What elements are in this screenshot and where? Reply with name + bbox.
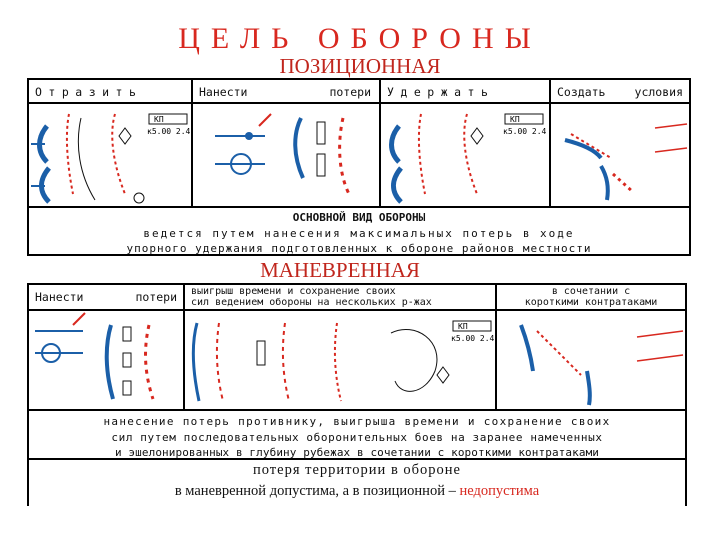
create-front-2 (601, 166, 608, 200)
maneuver-heading: МАНЕВРЕННАЯ (260, 258, 420, 282)
counter-arrow-2 (637, 355, 683, 361)
inflict-front (295, 118, 303, 178)
header-hold: Удержать (381, 80, 551, 104)
red-line-2 (112, 114, 125, 194)
m-red-strike (73, 313, 85, 325)
counter-arrow-1 (637, 331, 683, 337)
conclusion-line2 (29, 483, 685, 500)
diagram-create (551, 104, 689, 206)
maneuver-panel (27, 283, 687, 460)
create-svg (551, 104, 689, 206)
maneuver-diagram-inflict (29, 311, 185, 409)
m-unit-2 (123, 353, 131, 367)
maneuver-mid-svg (185, 311, 495, 409)
header-repel: Отразить (29, 80, 193, 104)
m-enemy-line (146, 325, 153, 399)
positional-main-title: ОСНОВНОЙ ВИД ОБОРОНЫ (292, 211, 426, 224)
hold-arc-2 (394, 168, 402, 202)
maneuver-header-mid-1: выигрыш времени и сохранение своих (191, 286, 396, 297)
positional-desc-line1: ведется путем нанесения максимальных потерь в ходе (143, 227, 575, 240)
positional-heading: ПОЗИЦИОННАЯ (279, 54, 441, 78)
maneuver-diagram-mid (185, 311, 497, 409)
hold-arc-1 (392, 126, 400, 162)
header-create (551, 80, 689, 104)
diagram-hold (381, 104, 551, 206)
maneuver-header-mid-2: сил ведением обороны на нескольких р-жах (191, 297, 432, 308)
conclusion-dash: – (448, 483, 456, 499)
maneuver-diagram-counter (497, 311, 685, 409)
header-conditions-label: условия (634, 85, 683, 99)
positional-diagram-row (29, 104, 689, 208)
hold-diamond (471, 128, 483, 144)
maneuver-desc-line1: нанесение потерь противнику, выигрыша времени и сохранение своих (103, 415, 611, 428)
diagram-repel (29, 104, 193, 206)
maneuver-header-mid (185, 285, 497, 309)
maneuver-losses-label: потери (135, 290, 177, 304)
unit-block-1 (317, 122, 325, 144)
hold-red-line-1 (419, 114, 425, 194)
maneuver-inflict-label: Нанести (35, 290, 84, 304)
conclusion-box (27, 460, 687, 506)
hold-svg (381, 104, 549, 206)
hold-kp-coords: к5.00 2.4 (503, 127, 547, 136)
header-inflict-label: Нанести (199, 85, 248, 99)
kp-coords: к5.00 2.4 (147, 127, 191, 136)
positional-header-row (29, 80, 689, 104)
enemy-line (340, 118, 349, 194)
hold-red-line-2 (464, 114, 477, 194)
maneuver-contour (391, 329, 437, 391)
header-inflict (193, 80, 381, 104)
create-red-2 (613, 174, 633, 192)
m-unit-3 (123, 381, 131, 395)
maneuver-inflict-svg (29, 311, 183, 409)
kp-label: КП (154, 115, 164, 124)
conclusion-unacceptable: недопустима (459, 483, 540, 499)
create-front-1 (565, 140, 601, 158)
line-4 (335, 323, 341, 401)
maneuver-counter-svg (497, 311, 685, 409)
positional-panel (27, 78, 691, 256)
red-line-1 (67, 114, 73, 194)
create-arrow-1 (655, 124, 687, 128)
line-3 (283, 323, 289, 401)
fire-point-1 (245, 132, 253, 140)
m-diamond (437, 367, 449, 383)
line-2 (217, 323, 223, 401)
hold-kp-label: КП (510, 115, 520, 124)
diagram-inflict (193, 104, 381, 206)
boundary-line (78, 118, 95, 200)
reserve-marker (134, 193, 144, 203)
positional-desc-line2: упорного удержания подготовленных к обороне районов местности (126, 242, 592, 255)
maneuver-desc-line3: и эшелонированных в глубину рубежах в сочетании с короткими контратаками (114, 446, 600, 459)
conclusion-line1: потеря территории в обороне (252, 462, 461, 478)
counter-front-2 (587, 371, 590, 405)
unit-rear-1 (257, 341, 265, 365)
conclusion-line2-a: в маневренной допустима, а в позиционной (174, 483, 445, 499)
m-unit-1 (123, 327, 131, 341)
maneuver-desc-line2: сил путем последовательных оборонительных боев на заранее намеченных (111, 431, 603, 444)
header-create-label: Создать (557, 85, 606, 99)
command-post-diamond (119, 128, 131, 144)
unit-block-2 (317, 154, 325, 176)
header-losses-label: потери (329, 85, 371, 99)
red-strike (259, 114, 271, 126)
repel-svg (29, 104, 191, 206)
maneuver-header-inflict (29, 285, 185, 309)
m-front (107, 325, 113, 399)
maneuver-header-row (29, 285, 685, 311)
counter-front-1 (521, 325, 533, 371)
inflict-svg (193, 104, 379, 206)
m-kp-coords: к5.00 2.4 (451, 334, 495, 343)
page-title: ЦЕЛЬ ОБОРОНЫ (178, 22, 542, 55)
create-red-1 (571, 134, 611, 158)
maneuver-header-right-1: в сочетании с (551, 286, 631, 297)
maneuver-diagram-row (29, 311, 685, 411)
create-arrow-2 (655, 148, 687, 152)
m-kp-label: КП (458, 322, 468, 331)
maneuver-header-right-2: короткими контратаками (524, 297, 658, 308)
line-1 (193, 323, 199, 401)
counter-red (537, 331, 581, 375)
maneuver-header-right (497, 285, 685, 309)
